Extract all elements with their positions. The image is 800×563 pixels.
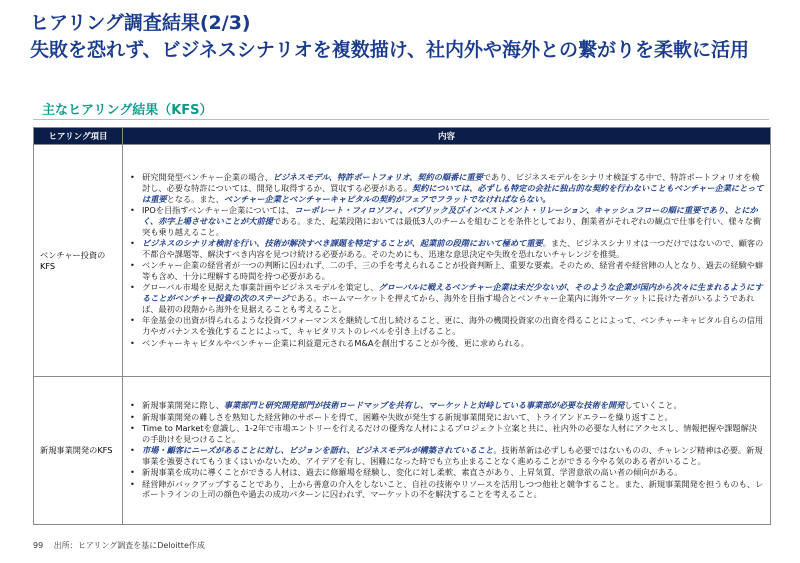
body-text: 新規事業を成功に導くことができる人材は、過去に修羅場を経験し、変化に対し柔軟、素直さがあり、上昇気質、学習意欲の高い者の傾向がある。 — [142, 467, 683, 478]
column-header-item: ヒアリング項目 — [34, 128, 123, 145]
list-item — [129, 412, 764, 423]
row-label-venture-investment: ベンチャー投資のKFS — [34, 145, 123, 377]
list-item — [129, 172, 764, 204]
body-text: 。技術革新は必ずしも必要ではないものの、チャレンジ精神は必要。新規事業を強要されてもうまくはいかないため、アイデアを有し、困難になった時でも立ち止まることなく進めることができる今やる気のある者がいること。 — [142, 445, 763, 466]
list-item — [129, 400, 764, 411]
table-row — [34, 377, 771, 525]
body-text: 年金基金の出資が得られるような投資パフォーマンスを継続して出し続けること、更に、海外の機関投資家の出資を得ることによって、ベンチャーキャピタル自らの信用力やガバナンスを強化することによって、キャピタリストのレベルを引き上げること。 — [142, 315, 764, 337]
emphasized-text: 事業部門と研究開発部門が技術ロードマップを共有し、マーケットと対峙している事業部が必要な技術を開発 — [223, 400, 625, 411]
emphasized-text: 契約については、必ずしも特定の会社に独占的な契約を行わないこともベンチャー企業にとっては重要 — [142, 182, 764, 204]
row-content-new-business — [123, 377, 771, 525]
body-text: である。また、起業段階においては最低3人のチームを組むことを条件としており、創業者がそれぞれの観点で仕事を行い、様々な衝突も乗り越えること。 — [142, 215, 762, 237]
list-item — [129, 282, 764, 314]
bullet-list — [129, 172, 764, 348]
body-text: Time to Marketを意識し、1-2年で市場エントリーを行えるだけの優秀な人材によるプロジェクト立案と共に、社内外の必要な人材にアクセスし、情報把握や課題解決の手助けを見つけること。 — [142, 422, 757, 444]
emphasized-text: ビジネスのシナリオ検討を行い、技術が解決すべき課題を特定することが、起業前の段階において極めて重要 — [142, 238, 543, 249]
body-text: 。また、ビジネスシナリオは一つだけではないので、顧客の不都合や課題等、解決すべき内容を見つけ続ける必要がある。そのためにも、迅速な意思決定や失敗を恐れないチャレンジを推奨。 — [142, 238, 764, 259]
body-text: していくこと。 — [624, 400, 682, 411]
body-text: 新規事業開発の難しさを熟知した経営陣のサポートを得て、困難や失敗が発生する新規事業開発において、トライアンドエラーを繰り返すこと。 — [142, 411, 673, 422]
body-text: ベンチャー企業の経営者が一つの判断に囚われず、二の手、三の手を考えられることが投資判断上、重要な要素。そのため、経営者や経営陣の人となり、過去の経験や癖等も含め、十分に理解する時間を持つ必要がある。 — [142, 260, 764, 281]
list-item — [129, 260, 764, 282]
section-heading: 主なヒアリング結果（KFS） — [42, 103, 213, 118]
list-item — [129, 338, 764, 349]
page-subtitle: 失敗を恐れず、ビジネスシナリオを複数描け、社内外や海外との繋がりを柔軟に活用 — [30, 39, 749, 61]
table-header-row — [34, 128, 771, 145]
row-content-venture-investment — [123, 145, 771, 377]
body-text: である。ホームマーケットを押えてから、海外を目指す場合とベンチャー企業内に海外マーケットに長けた者がいるようであれば、最初の段階から海外を見据えることも考えること。 — [142, 293, 755, 314]
source-note: 出所：ヒアリング調査を基にDeloitte作成 — [53, 541, 205, 550]
list-item — [129, 445, 764, 467]
bullet-list — [129, 400, 764, 500]
list-item — [129, 467, 764, 478]
list-item — [129, 238, 764, 260]
page-title: ヒアリング調査結果(2/3) — [30, 12, 251, 34]
list-item — [129, 479, 764, 501]
body-text: ベンチャーキャピタルやベンチャー企業に利益還元されるM&Aを創出することが今後、更に求められる。 — [142, 337, 529, 348]
body-text: 新規事業開発に際し、 — [142, 400, 224, 411]
body-text: 経営陣がバックアップすることであり、上から善意の介入をしないこと、自社の技術やリソースを活用しつつ他社と競争すること。また、新規事業開発を担うものも、レポートラインの上司の顔色や過去の成功パターンに囚われず、マーケットの不を解決することを考えること。 — [142, 478, 764, 500]
list-item — [129, 205, 764, 237]
list-item — [129, 315, 764, 337]
kfs-table — [33, 127, 771, 525]
emphasized-text: ベンチャー企業とベンチャーキャピタルの契約がフェアでフラットでなければならない。 — [223, 193, 551, 204]
body-text: IPOを目指すベンチャー企業については、 — [142, 205, 295, 216]
body-text: 研究開発型ベンチャー企業の場合、 — [142, 172, 273, 183]
column-header-content: 内容 — [123, 128, 771, 145]
emphasized-text: ビジネスモデル、特許ポートフォリオ、契約の順番に重要 — [272, 172, 483, 183]
section-divider — [33, 119, 769, 120]
emphasized-text: コーポレート・フィロソフィ、パブリック及びインベストメント・リレーション、キャッシュフローの順に重要であり、とにかく、赤字上場させないことが大前提 — [142, 205, 758, 226]
body-text: グローバル市場を見据えた事業計画やビジネスモデルを策定し、 — [142, 282, 379, 293]
page-number: 99 — [33, 541, 44, 550]
emphasized-text: 市場・顧客にニーズがあることに対し、ビジョンを語れ、ビジネスモデルが構築されていること — [142, 445, 494, 456]
footer — [33, 540, 205, 551]
row-label-new-business: 新規事業開発のKFS — [34, 377, 123, 525]
emphasized-text: グローバルに戦えるベンチャー企業は未だ少ないが、そのような企業が国内から次々に生まれるようにすることがベンチャー投資の次のステージ — [142, 282, 763, 304]
body-text: となる。また、 — [166, 193, 224, 204]
table-row — [34, 145, 771, 377]
list-item — [129, 423, 764, 445]
body-text: であり、ビジネスモデルをシナリオ検証する中で、特許ポートフォリオを検討し、必要な特許については、開発し取得するか、買収する必要がある。 — [142, 172, 760, 193]
